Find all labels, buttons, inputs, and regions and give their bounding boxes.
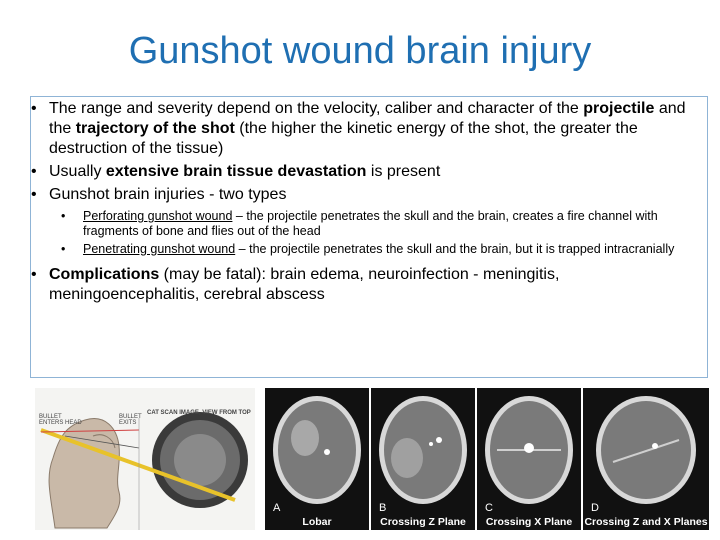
- bullet-devastation: [31, 162, 696, 182]
- bullet-icon: •: [31, 163, 37, 180]
- ct-caption: Crossing Z Plane: [380, 516, 466, 528]
- bullet-icon: •: [31, 266, 37, 283]
- label-cat-scan: CAT SCAN IMAGE, VIEW FROM TOP: [147, 410, 251, 416]
- ct-scan-svg: [265, 388, 369, 530]
- sub-bullet-text: – the projectile penetrates the skull and the brain, creates a fire channel with fragments of bone and flies out of the head: [83, 209, 658, 238]
- sub-bullet-perforating: [49, 209, 696, 239]
- sub-bullet-text: – the projectile penetrates the skull and the brain, but it is trapped intracranially: [235, 242, 675, 256]
- sub-bullet-list: [49, 209, 696, 257]
- bullet-complications: [31, 265, 696, 305]
- ct-letter: B: [379, 502, 387, 514]
- ct-caption: Crossing Z and X Planes: [584, 516, 708, 528]
- label-bullet-exits: BULLET EXITS: [119, 414, 142, 426]
- ct-panel-a: [265, 388, 369, 530]
- sub-bullet-penetrating: [49, 242, 696, 257]
- slide-title: Gunshot wound brain injury: [128, 30, 592, 72]
- bullet-range-severity: [31, 99, 696, 159]
- bullet-text: Usually: [49, 163, 106, 180]
- ct-caption: Lobar: [302, 516, 332, 528]
- ct-letter: D: [591, 502, 599, 514]
- ct-panel-d: [583, 388, 709, 530]
- ct-panel-b: [371, 388, 475, 530]
- bullet-text: (may be fatal): brain edema, neuroinfection - meningitis, meningoencephalitis, cerebral abscess: [49, 266, 560, 303]
- term-penetrating: Penetrating gunshot wound: [83, 242, 236, 256]
- ct-letter: C: [485, 502, 493, 514]
- bullet-text: The range and severity depend on the velocity, caliber and character of the: [49, 100, 584, 117]
- bullet-list: [31, 99, 696, 308]
- ct-caption: Crossing X Plane: [485, 516, 573, 528]
- bullet-icon: •: [61, 242, 66, 256]
- bullet-bold-devastation: extensive brain tissue devastation: [105, 163, 367, 180]
- bullet-text: and the: [49, 100, 686, 137]
- bullet-bold-complications: Complications: [49, 266, 160, 283]
- figure-strip: [35, 388, 709, 530]
- bullet-bold-projectile: projectile: [583, 100, 655, 117]
- label-bullet-enters: BULLET ENTERS HEAD: [39, 414, 82, 426]
- content-box: [30, 96, 708, 378]
- term-perforating: Perforating gunshot wound: [83, 209, 233, 223]
- bullet-text: Gunshot brain injuries - two types: [49, 186, 287, 203]
- bullet-text: is present: [366, 163, 441, 180]
- bullet-two-types: [31, 185, 696, 257]
- ct-scan-svg: [371, 388, 475, 530]
- ct-scan-svg: [583, 388, 709, 530]
- bullet-bold-trajectory: trajectory of the shot: [75, 120, 235, 137]
- bullet-icon: •: [31, 186, 37, 203]
- bullet-icon: •: [31, 100, 37, 117]
- ct-letter: A: [273, 502, 281, 514]
- head-trajectory-illustration: [35, 388, 255, 530]
- bullet-text: (the higher the kinetic energy of the shot, the greater the destruction of the tissue): [49, 120, 638, 157]
- ct-panel-c: [477, 388, 581, 530]
- bullet-icon: •: [61, 209, 66, 223]
